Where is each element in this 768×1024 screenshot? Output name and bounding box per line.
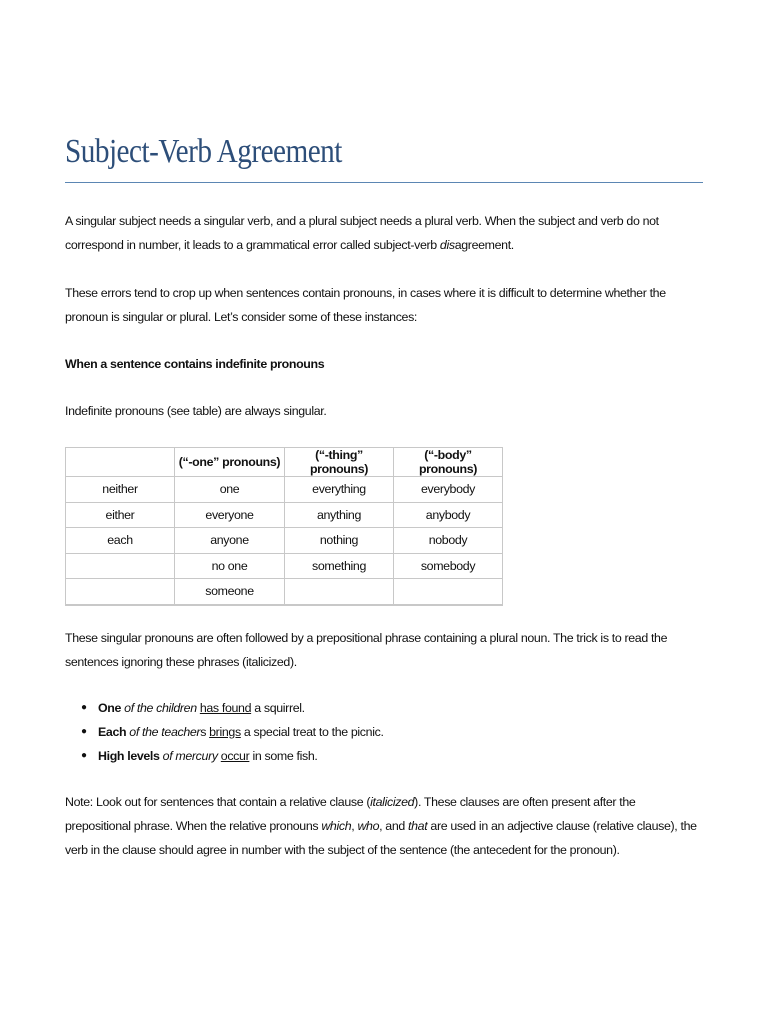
note-italic: who: [357, 819, 380, 833]
example-verb: occur: [220, 749, 250, 763]
note-text: ,: [351, 819, 358, 833]
note-italic: italicized: [370, 795, 415, 809]
table-cell: something: [285, 553, 394, 579]
table-row: [66, 528, 503, 554]
example-phrase: of the children: [121, 701, 200, 715]
table-cell: everyone: [175, 502, 285, 528]
intro-italic-prefix: dis: [439, 238, 455, 252]
table-cell: neither: [66, 477, 175, 503]
list-item: [65, 744, 384, 768]
section-heading-indefinite-pronouns: When a sentence contains indefinite pronouns: [65, 357, 325, 371]
table-cell: somebody: [394, 553, 503, 579]
table-cell: nobody: [394, 528, 503, 554]
table-cell: everybody: [394, 477, 503, 503]
example-phrase: of mercury: [159, 749, 221, 763]
note-italic: which: [321, 819, 352, 833]
table-cell: one: [175, 477, 285, 503]
table-cell: [285, 579, 394, 605]
note-text: ). These clauses are often present after the prepositional phrase. When the relative pronouns: [65, 795, 636, 833]
indefinite-pronouns-paragraph: Indefinite pronouns (see table) are always singular.: [65, 404, 327, 418]
example-subject: One: [98, 701, 122, 715]
table-cell: each: [66, 528, 175, 554]
example-rest: a special treat to the picnic.: [240, 725, 384, 739]
table-header-cell: [66, 448, 175, 477]
table-row: [66, 477, 503, 503]
bullet-icon: ●: [81, 750, 87, 761]
intro-paragraph: [65, 209, 703, 257]
table-header-cell: (“-thing” pronouns): [285, 448, 394, 477]
table-header-cell: (“-one” pronouns): [175, 448, 285, 477]
table-cell: everything: [285, 477, 394, 503]
table-cell: either: [66, 502, 175, 528]
table-header-row: [66, 448, 503, 477]
example-phrase-suffix: s: [200, 725, 210, 739]
example-subject: High levels: [98, 749, 160, 763]
note-italic: that: [408, 819, 428, 833]
title-underline-rule: [65, 182, 703, 183]
note-text: Note: Look out for sentences that contain a relative clause (: [65, 795, 371, 809]
relative-clause-note: [65, 790, 703, 862]
example-sentences-list: [65, 696, 384, 768]
note-text: , and: [379, 819, 409, 833]
intro-text-part2: agreement.: [454, 238, 514, 252]
table-cell: someone: [175, 579, 285, 605]
list-item: [65, 696, 384, 720]
table-cell: [66, 553, 175, 579]
table-cell: anyone: [175, 528, 285, 554]
pronoun-errors-paragraph: These errors tend to crop up when sentences contain pronouns, in cases where it is difficult to determine whether the pronoun is singular or plural. Let’s consider some of these instances:: [65, 286, 666, 324]
example-rest: a squirrel.: [251, 701, 305, 715]
example-verb: has found: [199, 701, 252, 715]
table-row: [66, 579, 503, 605]
list-item: [65, 720, 384, 744]
example-phrase: of the teacher: [126, 725, 201, 739]
intro-text-part1: A singular subject needs a singular verb, and a plural subject needs a plural verb. When the subject and verb do not correspond in number, it leads to a grammatical error called subject-verb: [65, 214, 659, 252]
example-verb: brings: [209, 725, 241, 739]
table-cell: no one: [175, 553, 285, 579]
table-cell: nothing: [285, 528, 394, 554]
table-header-cell: (“-body” pronouns): [394, 448, 503, 477]
bullet-icon: ●: [81, 702, 87, 713]
prepositional-phrase-paragraph: These singular pronouns are often followed by a prepositional phrase containing a plural noun. The trick is to read the sentences ignoring these phrases (italicized).: [65, 631, 668, 669]
table-row: [66, 502, 503, 528]
example-subject: Each: [98, 725, 127, 739]
note-text: are used in an adjective clause (relative clause), the verb in the clause should agree in number with the subject of the sentence (the antecedent for the pronoun).: [65, 819, 697, 857]
table-cell: anything: [285, 502, 394, 528]
table-row: [66, 553, 503, 579]
table-cell: [394, 579, 503, 605]
page-title: Subject-Verb Agreement: [65, 133, 342, 170]
indefinite-pronouns-table: [65, 447, 503, 606]
example-rest: in some fish.: [249, 749, 318, 763]
bullet-icon: ●: [81, 726, 87, 737]
table-cell: [66, 579, 175, 605]
table-cell: anybody: [394, 502, 503, 528]
